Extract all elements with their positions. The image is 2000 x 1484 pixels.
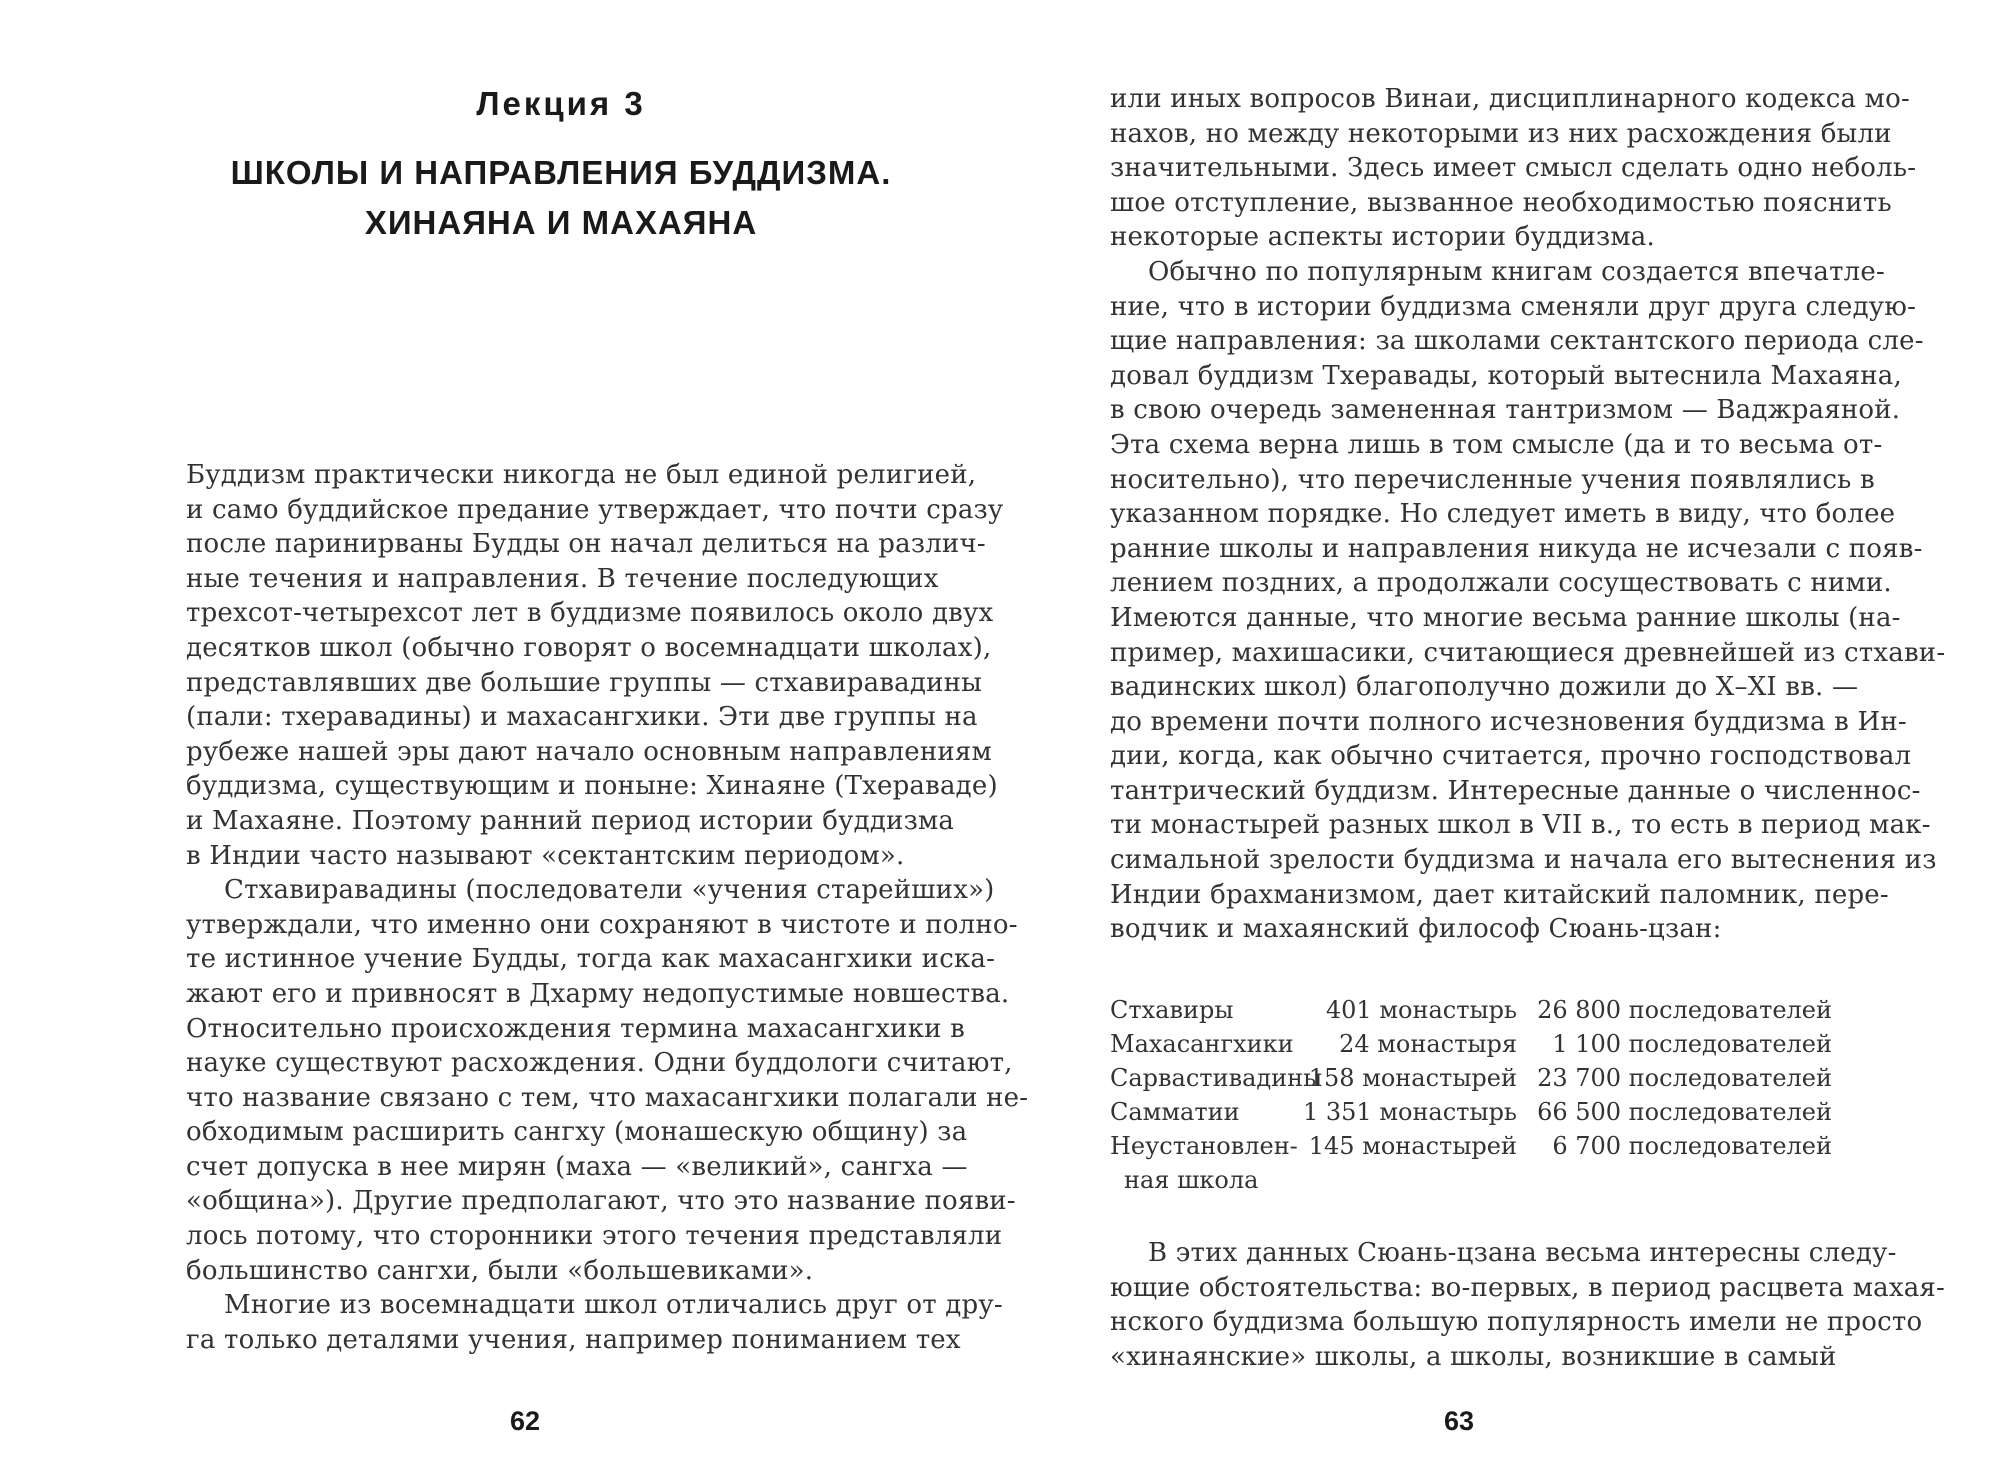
text-line: в Индии часто называют «сектантским периодом».: [186, 840, 905, 871]
text-line: В этих данных Сюань-цзана весьма интересны следу-: [1148, 1238, 1897, 1268]
table-cell-school: Самматии: [1110, 1098, 1240, 1126]
text-line: лением поздних, а продолжали сосуществовать с ними.: [1110, 568, 1892, 599]
text-line: нахов, но между некоторыми из них расхождения были: [1110, 118, 1892, 149]
text-line: после паринирваны Будды он начал делиться на различ-: [186, 529, 986, 560]
text-line: и само буддийское предание утверждает, что почти сразу: [186, 494, 1004, 525]
table-cell-school: Сарвастивадины: [1110, 1064, 1323, 1092]
text-line: пример, махишасики, считающиеся древнейшей из стхави-: [1110, 637, 1946, 668]
text-line: га только деталями учения, например пониманием тех: [186, 1324, 961, 1355]
text-line: вадинских школ) благополучно дожили до X–XI вв. —: [1110, 672, 1859, 703]
text-line: ранние школы и направления никуда не исчезали с появ-: [1110, 533, 1923, 564]
text-line: представлявших две большие группы — стхавиравадины: [186, 667, 983, 698]
text-line: Обычно по популярным книгам создается впечатле-: [1148, 256, 1885, 287]
table-cell-followers: 23 700 последователей: [1537, 1064, 1832, 1092]
table-cell-monasteries: 401 монастырь: [1325, 996, 1517, 1024]
chapter-title-line: ШКОЛЫ И НАПРАВЛЕНИЯ БУДДИЗМА.: [230, 154, 892, 191]
text-line: Имеются данные, что многие весьма ранние школы (на-: [1110, 602, 1901, 633]
text-line: большинство сангхи, были «большевиками».: [186, 1255, 814, 1286]
text-line: Стхавиравадины (последователи «учения старейших»): [224, 875, 995, 906]
text-line: ние, что в истории буддизма сменяли друг друга следую-: [1110, 291, 1917, 322]
table-cell-monasteries: 24 монастыря: [1339, 1030, 1517, 1058]
table-cell-monasteries: 1 351 монастырь: [1302, 1098, 1517, 1126]
table-cell-followers: 66 500 последователей: [1537, 1098, 1832, 1126]
text-line: носительно), что перечисленные учения появлялись в: [1110, 464, 1875, 495]
text-line: довал буддизм Тхеравады, который вытеснила Махаяна,: [1110, 360, 1902, 391]
table-cell-school: Неустановлен-: [1110, 1132, 1298, 1160]
text-line: жают его и привносят в Дхарму недопустимые новшества.: [186, 978, 1010, 1009]
text-line: Буддизм практически никогда не был единой религией,: [186, 460, 977, 490]
monastery-table: [1110, 993, 1832, 1197]
right-body-text-2: [1110, 1236, 1945, 1374]
chapter-title: [186, 148, 936, 248]
text-line: «община»). Другие предполагают, что это название появи-: [186, 1186, 1016, 1217]
text-line: до времени почти полного исчезновения буддизма в Ин-: [1110, 706, 1907, 737]
text-line: Относительно происхождения термина махасангхики в: [186, 1013, 965, 1044]
text-line: (пали: тхеравадины) и махасангхики. Эти две группы на: [186, 702, 978, 733]
table-cell-followers: 6 700 последователей: [1552, 1132, 1832, 1160]
text-line: утверждали, что именно они сохраняют в чистоте и полно-: [186, 909, 1018, 940]
chapter-title-line: ХИНАЯНА И МАХАЯНА: [364, 204, 758, 241]
table-cell-monasteries: 145 монастырей: [1308, 1132, 1517, 1160]
right-body-text: [1110, 82, 1946, 947]
text-line: в свою очередь замененная тантризмом — Ваджраяной.: [1110, 395, 1901, 426]
text-line: «хинаянские» школы, а школы, возникшие в самый: [1110, 1341, 1837, 1372]
text-line: симальной зрелости буддизма и начала его вытеснения из: [1110, 845, 1937, 876]
left-body-text: [186, 458, 1029, 1357]
text-line: некоторые аспекты истории буддизма.: [1110, 222, 1655, 253]
text-line: Эта схема верна лишь в том смысле (да и то весьма от-: [1110, 429, 1883, 460]
text-line: щие направления: за школами сектантского периода сле-: [1110, 326, 1924, 357]
text-line: науке существуют расхождения. Одни буддологи считают,: [186, 1048, 1013, 1079]
right-page: [1000, 0, 2000, 1484]
text-line: что название связано с тем, что махасангхики полагали не-: [186, 1082, 1029, 1113]
text-line: ти монастырей разных школ в VII в., то есть в период мак-: [1110, 810, 1931, 841]
table-cell-school: Махасангхики: [1110, 1030, 1294, 1058]
text-line: значительными. Здесь имеет смысл сделать одно неболь-: [1110, 153, 1917, 184]
text-line: указанном порядке. Но следует иметь в виду, что более: [1110, 499, 1896, 530]
text-line: и Махаяне. Поэтому ранний период истории буддизма: [186, 805, 955, 836]
table-row: [1110, 1027, 1832, 1061]
text-line: дии, когда, как обычно считается, прочно господствовал: [1110, 741, 1912, 772]
page-number: 62: [510, 1406, 541, 1436]
text-line: ющие обстоятельства: во-первых, в период расцвета махая-: [1110, 1272, 1945, 1303]
text-line: те истинное учение Будды, тогда как махасангхики иска-: [186, 944, 996, 975]
text-line: лось потому, что сторонники этого течения представляли: [186, 1221, 1003, 1252]
text-line: нского буддизма большую популярность имели не просто: [1110, 1307, 1923, 1338]
lecture-label: Лекция 3: [476, 85, 646, 122]
text-line: ные течения и направления. В течение последующих: [186, 563, 939, 594]
table-cell-school: Стхавиры: [1110, 996, 1234, 1024]
text-line: трехсот-четырехсот лет в буддизме появилось около двух: [186, 598, 994, 629]
text-line: буддизма, существующим и поныне: Хинаяне (Тхераваде): [186, 771, 998, 802]
page-number: 63: [1444, 1406, 1475, 1436]
text-line: водчик и махаянский философ Сюань-цзан:: [1110, 914, 1722, 945]
table-row: [1110, 993, 1832, 1027]
table-row-continuation: [1110, 1163, 1832, 1197]
table-cell-school-continuation: ная школа: [1124, 1166, 1259, 1194]
text-line: рубеже нашей эры дают начало основным направлениям: [186, 736, 992, 767]
table-row: [1110, 1061, 1832, 1095]
text-line: шое отступление, вызванное необходимостью пояснить: [1110, 187, 1892, 218]
text-line: Индии брахманизмом, дает китайский паломник, пере-: [1110, 879, 1889, 910]
text-line: или иных вопросов Винаи, дисциплинарного кодекса мо-: [1110, 84, 1910, 114]
text-line: обходимым расширить сангху (монашескую общину) за: [186, 1117, 968, 1148]
table-cell-monasteries: 158 монастырей: [1308, 1064, 1517, 1092]
text-line: Многие из восемнадцати школ отличались друг от дру-: [224, 1290, 1003, 1321]
text-line: счет допуска в нее мирян (маха — «великий», сангха —: [186, 1151, 968, 1182]
text-line: тантрический буддизм. Интересные данные о численнос-: [1110, 775, 1921, 806]
text-line: десятков школ (обычно говорят о восемнадцати школах),: [186, 632, 992, 663]
table-cell-followers: 26 800 последователей: [1537, 996, 1832, 1024]
table-cell-followers: 1 100 последователей: [1552, 1030, 1832, 1058]
table-row: [1110, 1129, 1832, 1163]
table-row: [1110, 1095, 1832, 1129]
